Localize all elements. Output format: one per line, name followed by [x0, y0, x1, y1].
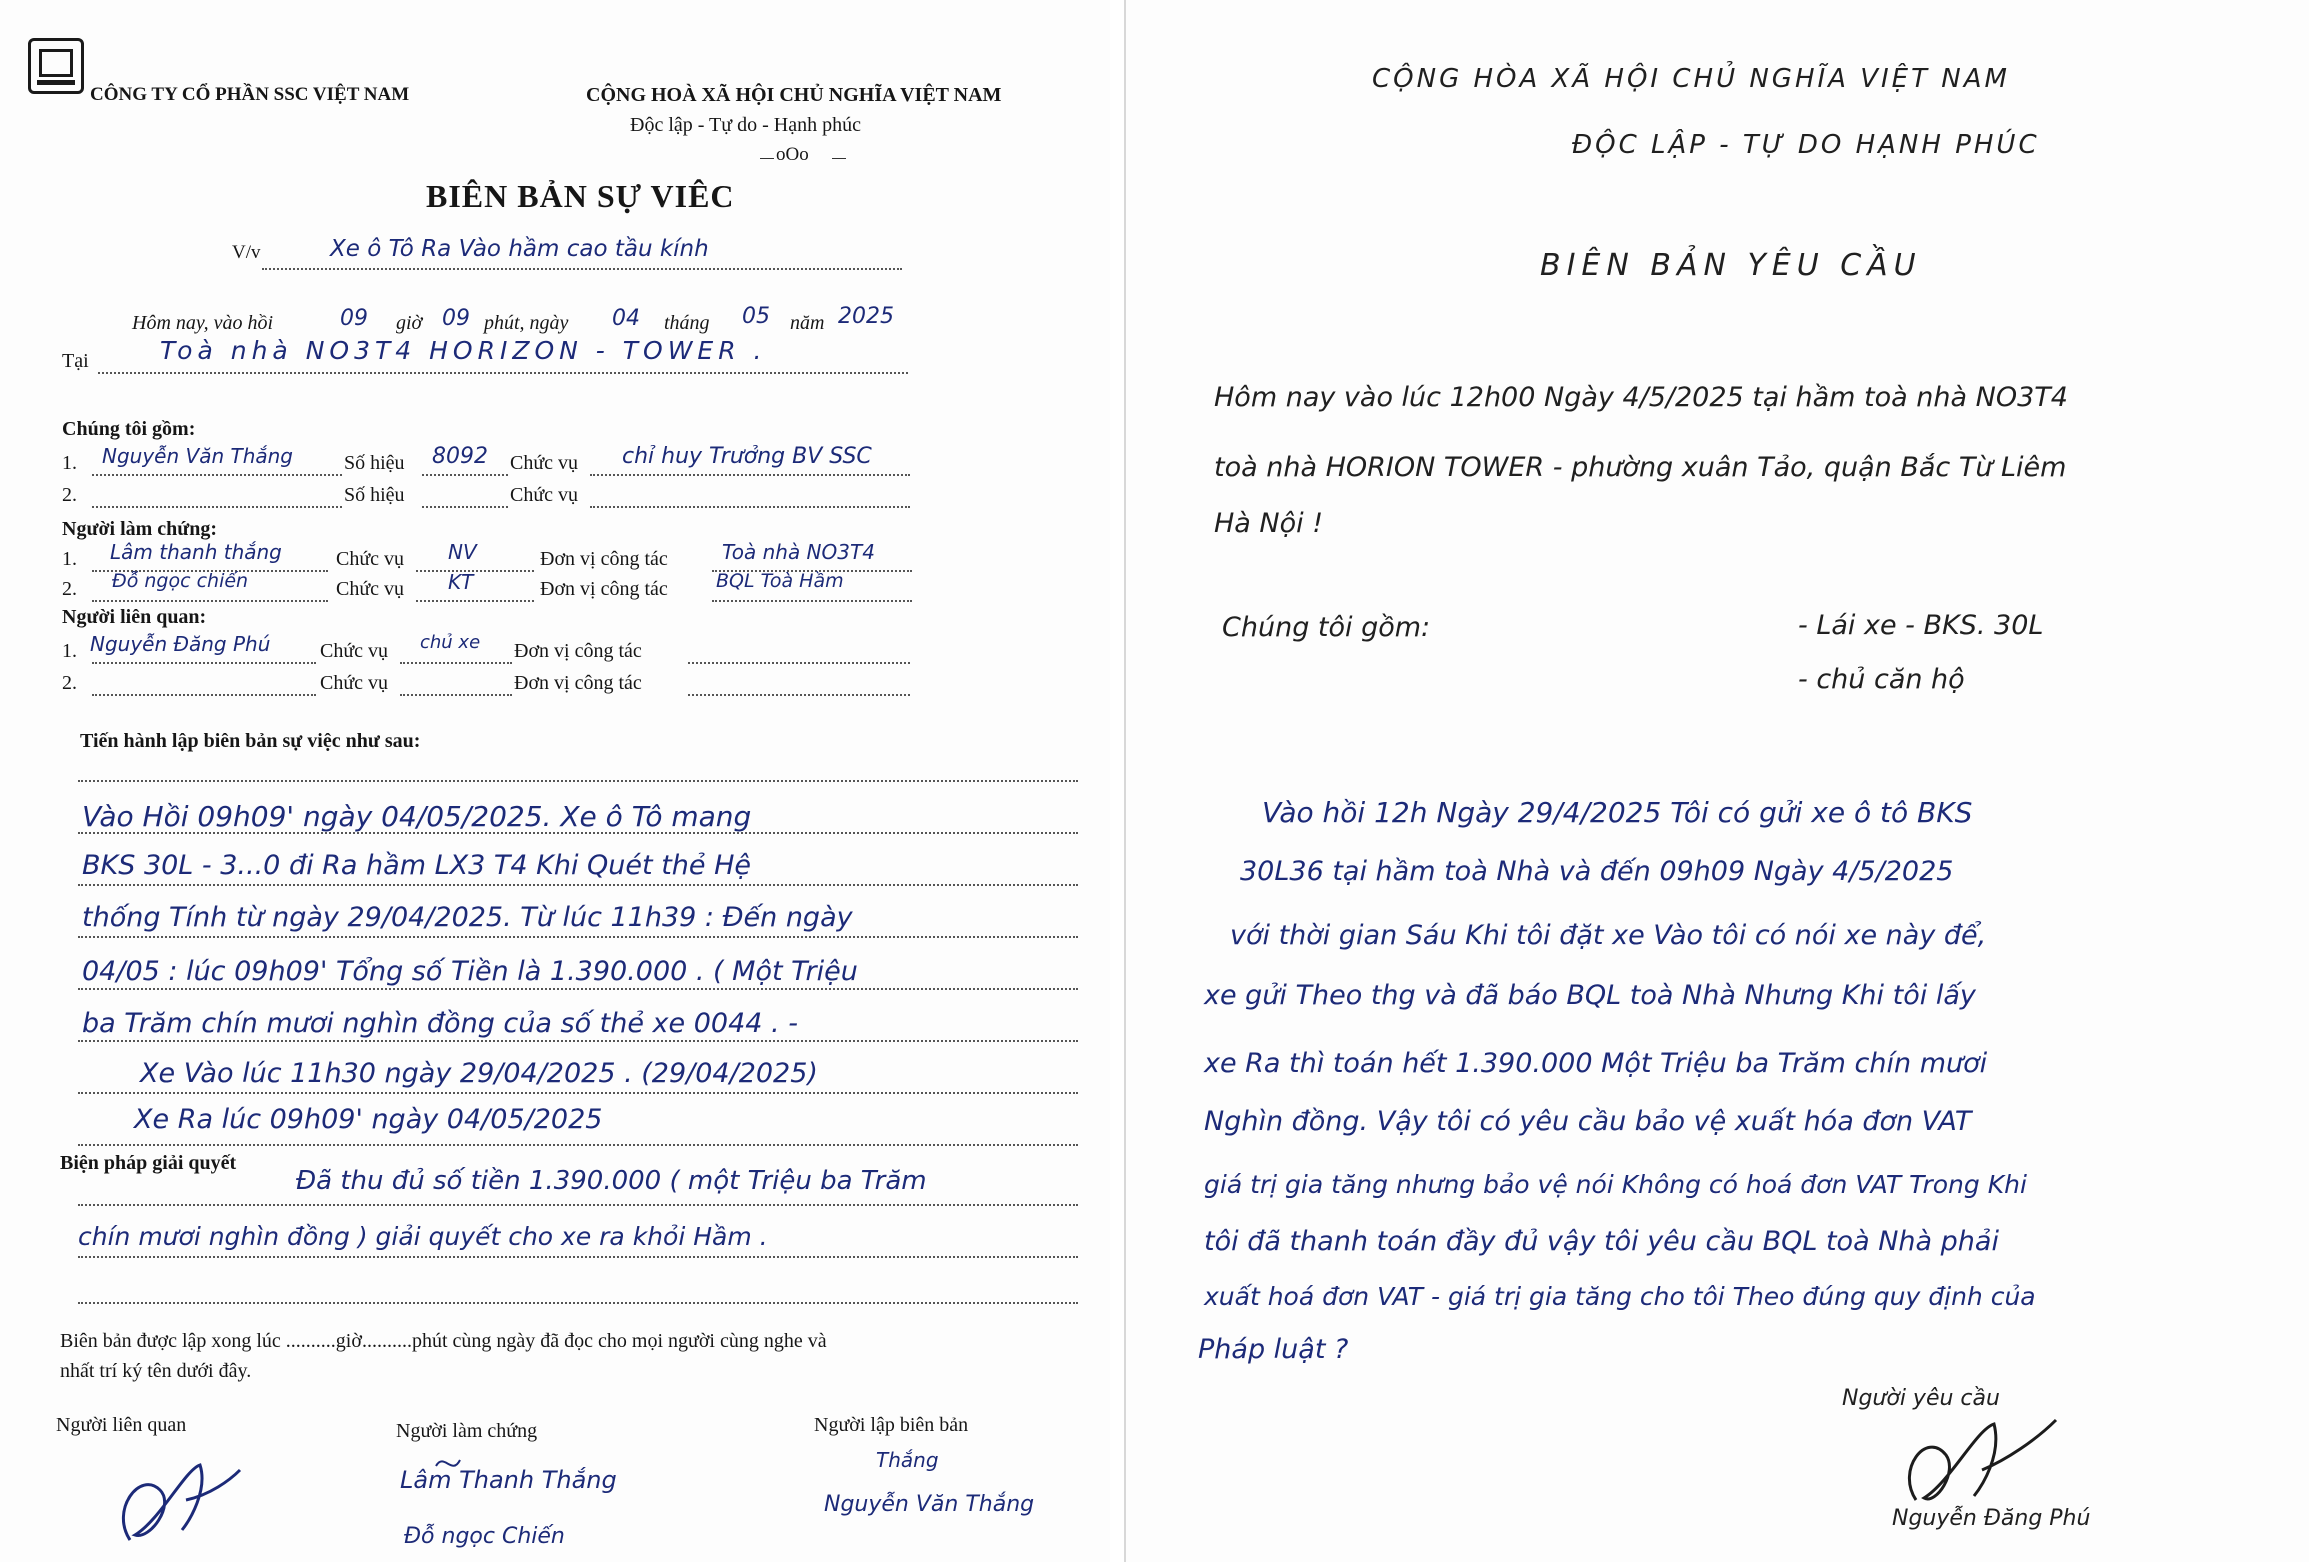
- author-short-signature: Thắng: [876, 1448, 939, 1472]
- year-label: năm: [790, 312, 825, 334]
- request-intro-line-2: toà nhà HORION TOWER - phường xuân Tảo, quận Bắc Từ Liêm: [1214, 452, 2067, 483]
- nation-heading: CỘNG HOÀ XÃ HỘI CHỦ NGHĨA VIỆT NAM: [586, 84, 1002, 106]
- witness-1-unit: Toà nhà NO3T4: [722, 540, 875, 564]
- closing-line-2: nhất trí ký tên dưới đây.: [60, 1360, 252, 1382]
- request-member-2: - chủ căn hộ: [1798, 664, 1965, 695]
- related-1-position: chủ xe: [420, 632, 481, 653]
- request-body-line-9: xuất hoá đơn VAT - giá trị gia tăng cho tôi Theo đúng quy định của: [1204, 1282, 2036, 1311]
- year-value: 2025: [838, 304, 894, 329]
- month-value: 05: [742, 304, 770, 329]
- request-body-line-3: với thời gian Sáu Khi tôi đặt xe Vào tôi có nói xe này để,: [1230, 920, 1987, 951]
- company-logo: [28, 38, 84, 94]
- author-signature: Nguyễn Văn Thắng: [824, 1492, 1035, 1517]
- related-signature: [90, 1430, 250, 1560]
- proceed-line-3: thống Tính từ ngày 29/04/2025. Từ lúc 11h39 : Đến ngày: [82, 902, 853, 933]
- subject-label: V/v: [232, 242, 261, 263]
- motto: Độc lập - Tự do - Hạnh phúc: [630, 114, 861, 136]
- request-motto: ĐỘC LẬP - TỰ DO HẠNH PHÚC: [1572, 130, 2040, 160]
- company-name: CÔNG TY CỔ PHẦN SSC VIỆT NAM: [90, 84, 410, 105]
- requester-label: Người yêu cầu: [1842, 1386, 2000, 1411]
- solution-heading: Biện pháp giải quyết: [60, 1152, 237, 1174]
- request-body-line-6: Nghìn đồng. Vậy tôi có yêu cầu bảo vệ xuất hóa đơn VAT: [1204, 1106, 1972, 1137]
- solution-line-2: chín mươi nghìn đồng ) giải quyết cho xe ra khỏi Hầm .: [78, 1222, 768, 1251]
- request-body-line-10: Pháp luật ?: [1198, 1334, 1349, 1365]
- minute-value: 09: [442, 306, 470, 331]
- witness-2-signature: Đỗ ngọc Chiến: [404, 1524, 565, 1549]
- requester-signature: [1886, 1400, 2086, 1520]
- request-nation: CỘNG HÒA XÃ HỘI CHỦ NGHĨA VIỆT NAM: [1372, 64, 2010, 94]
- witness-2-name: Đỗ ngọc chiến: [112, 570, 249, 592]
- requester-name: Nguyễn Đăng Phú: [1892, 1506, 2091, 1531]
- witness-2-position: KT: [448, 570, 474, 594]
- witness-2-unit: BQL Toà Hầm: [716, 570, 844, 592]
- today-label: Hôm nay, vào hồi: [132, 312, 274, 334]
- ornament: oOo: [776, 144, 809, 165]
- members-heading: Chúng tôi gồm:: [62, 418, 196, 440]
- member-1-name: Nguyễn Văn Thắng: [102, 444, 293, 468]
- sign-related-label: Người liên quan: [56, 1414, 187, 1436]
- request-body-line-7: giá trị gia tăng nhưng bảo vệ nói Không có hoá đơn VAT Trong Khi: [1204, 1170, 2027, 1199]
- day-value: 04: [612, 306, 640, 331]
- request-body-line-4: xe gửi Theo thg và đã báo BQL toà Nhà Nhưng Khi tôi lấy: [1204, 980, 1976, 1011]
- proceed-line-7: Xe Ra lúc 09h09' ngày 04/05/2025: [134, 1104, 603, 1135]
- request-title: BIÊN BẢN YÊU CẦU: [1540, 248, 1922, 283]
- proceed-line-6: Xe Vào lúc 11h30 ngày 29/04/2025 . (29/04/2025): [140, 1058, 818, 1089]
- subject-value: Xe ô Tô Ra Vào hầm cao tầu kính: [330, 236, 709, 262]
- hour-label: giờ: [396, 312, 423, 334]
- proceed-line-5: ba Trăm chín mươi nghìn đồng của số thẻ xe 0044 . -: [82, 1008, 798, 1039]
- proceed-line-2: BKS 30L - 3...0 đi Ra hầm LX3 T4 Khi Quét thẻ Hệ: [82, 850, 752, 881]
- sign-author-label: Người lập biên bản: [814, 1414, 969, 1436]
- related-1-name: Nguyễn Đăng Phú: [90, 632, 271, 656]
- solution-line-1: Đã thu đủ số tiền 1.390.000 ( một Triệu ba Trăm: [296, 1166, 927, 1196]
- request-body-line-1: Vào hồi 12h Ngày 29/4/2025 Tôi có gửi xe ô tô BKS: [1262, 796, 1973, 829]
- request-member-1: - Lái xe - BKS. 30L: [1798, 610, 2044, 641]
- request-members-label: Chúng tôi gồm:: [1222, 612, 1431, 643]
- closing-line-1: Biên bản được lập xong lúc ..........giờ..........phút cùng ngày đã đọc cho mọi người cùng nghe và: [60, 1330, 827, 1352]
- request-body-line-2: 30L36 tại hầm toà Nhà và đến 09h09 Ngày 4/5/2025: [1240, 856, 1954, 887]
- request-body-line-5: xe Ra thì toán hết 1.390.000 Một Triệu ba Trăm chín mươi: [1204, 1048, 1988, 1079]
- witness-1-name: Lâm thanh thắng: [110, 540, 282, 564]
- minute-label: phút, ngày: [484, 312, 569, 334]
- proceed-line-1: Vào Hồi 09h09' ngày 04/05/2025. Xe ô Tô mang: [82, 800, 752, 833]
- proceed-heading: Tiến hành lập biên bản sự việc như sau:: [80, 730, 421, 752]
- hour-value: 09: [340, 306, 368, 331]
- proceed-line-4: 04/05 : lúc 09h09' Tổng số Tiền là 1.390.000 . ( Một Triệu: [82, 956, 858, 987]
- at-value: Toà nhà NO3T4 HORIZON - TOWER .: [160, 336, 767, 365]
- request-intro-line-1: Hôm nay vào lúc 12h00 Ngày 4/5/2025 tại hầm toà nhà NO3T4: [1214, 382, 2068, 413]
- witness-1-signature: Lâm Thanh Thắng: [400, 1466, 617, 1494]
- member-1-position: chỉ huy Trưởng BV SSC: [622, 444, 872, 469]
- at-label: Tại: [62, 350, 89, 372]
- month-label: tháng: [664, 312, 710, 334]
- witness-heading: Người làm chứng:: [62, 518, 218, 540]
- related-heading: Người liên quan:: [62, 606, 207, 628]
- request-letter-page: [1124, 0, 2309, 1562]
- witness-1-position: NV: [448, 540, 477, 564]
- document-title: BIÊN BẢN SỰ VIÊC: [426, 178, 735, 214]
- request-body-line-8: tôi đã thanh toán đầy đủ vậy tôi yêu cầu BQL toà Nhà phải: [1204, 1226, 1999, 1257]
- incident-report-page: CÔNG TY CỔ PHẦN SSC VIỆT NAM CỘNG HOÀ XÃ HỘI CHỦ NGHĨA VIỆT NAM Độc lập - Tự do - Hạnh phúc oOo BIÊN BẢN SỰ VIÊC V/v Xe ô Tô Ra Vào hầm cao tầu kính Hôm nay, vào hồi 09 giờ 09 phút, ngày 04 tháng 05 năm 2025 Tại Toà nhà NO3T4 HORIZON - TOWER . Chúng tôi gồm: 1. Nguyễn Văn Thắng Số hiệu 8092 Chức vụ chỉ huy Trưởng BV SSC 2. Số hiệu Chức vụ Người làm chứng: 1. Lâm thanh thắng Chức vụ NV Đơn vị công tác Toà nhà NO3T4 2. Đỗ ngọc chiến Chức vụ KT Đơn vị công tác BQL Toà Hầm Người liên quan: 1. Nguyễn Đăng Phú Chức vụ chủ xe Đơn vị công tác 2. Chức vụ Đơn vị công tác Tiến hành lập biên bản sự việc như sau: Vào Hồi 09h09' ngày 04/05/2025. Xe ô Tô mang BKS 30L - 3...0 đi Ra hầm LX3 T4 Khi Quét thẻ Hệ thống Tính từ ngày 29/04/2025. Từ lúc 11h39 : Đến ngày 04/05 : lúc 09h09' Tổng số Tiền là 1.390.000 . ( Một Triệu ba Trăm chín mươi nghìn đồng của số thẻ xe 0044 . - Xe Vào lúc 11h30 ngày 29/04/2025 . (29/04/2025) Xe Ra lúc 09h09' ngày 04/05/2025 Biện pháp giải quyết Đã thu đủ số tiền 1.390.000 ( một Triệu ba Trăm chín mươi nghìn đồng ) giải quyết cho xe ra khỏi Hầm . Biên bản được lập xong lúc ..........giờ..........phút cùng ngày đã đọc cho mọi người cùng nghe và nhất trí ký tên dưới đây. Người liên quan Người làm chứng Người lập biên bản Lâm Thanh Thắng Đỗ ngọc Chiến Thắng Nguyễn Văn Thắng: [0, 0, 1110, 1562]
- member-1-id: 8092: [432, 444, 488, 469]
- sign-witness-label: Người làm chứng: [396, 1420, 538, 1442]
- request-intro-line-3: Hà Nội !: [1214, 508, 1324, 539]
